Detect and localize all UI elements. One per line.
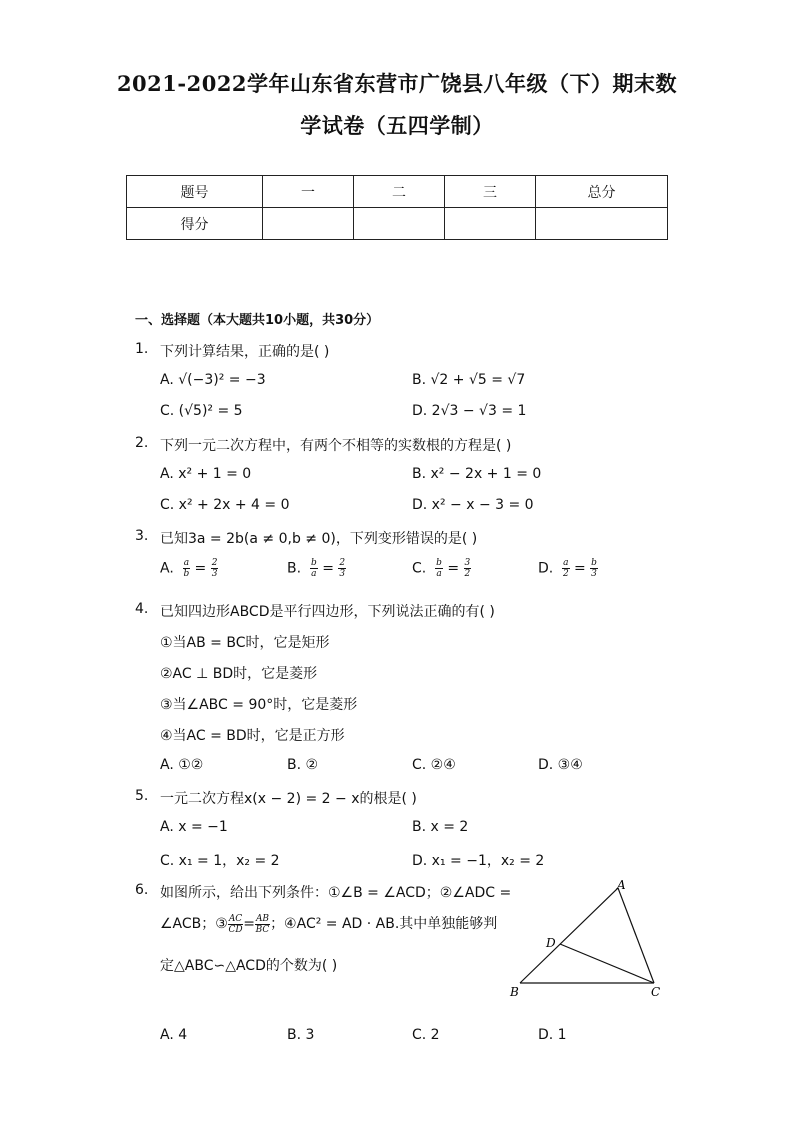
q5-option-c: C. x₁ = 1，x₂ = 2 xyxy=(160,853,280,869)
question-stem: 下列计算结果，正确的是( ) xyxy=(160,344,330,360)
q1-option-b: B. √2 + √5 = √7 xyxy=(412,372,526,388)
question-stem: 下列一元二次方程中，有两个不相等的实数根的方程是( ) xyxy=(160,438,512,454)
q4-option-d: D. ③④ xyxy=(538,757,583,773)
q1-option-a: A. √(−3)² = −3 xyxy=(160,372,266,388)
score-cell xyxy=(354,208,445,240)
vertex-label-a: A xyxy=(617,878,626,892)
option-label: D. xyxy=(538,560,554,577)
fraction: $\frac{b}{3}$ xyxy=(591,558,597,579)
q4-statement-2: ②AC ⊥ BD时，它是菱形 xyxy=(160,666,318,682)
score-header-cell: 二 xyxy=(354,176,445,208)
fraction: $\frac{b}{a}$ xyxy=(310,558,317,579)
question-stem: 已知3a = 2b(a ≠ 0,b ≠ 0)，下列变形错误的是( ) xyxy=(160,531,478,547)
q3-option-c: C. $\frac{b}{a}$ = $\frac{3}{2}$ xyxy=(412,558,471,579)
question-number: 6. xyxy=(135,882,149,898)
side-ab xyxy=(520,888,618,983)
q6-stem-line3: 定△ABC∽△ACD的个数为( ) xyxy=(160,958,338,974)
score-cell xyxy=(536,208,668,240)
option-label: B. xyxy=(287,560,302,577)
question-number: 4. xyxy=(135,601,149,617)
question-number: 3. xyxy=(135,528,149,544)
fraction: $\frac{AB}{BC}$ xyxy=(255,913,270,935)
q4-statement-1: ①当AB = BC时，它是矩形 xyxy=(160,635,330,651)
score-header-cell: 三 xyxy=(445,176,536,208)
question-number: 1. xyxy=(135,341,149,357)
q1-option-c: C. (√5)² = 5 xyxy=(160,403,243,419)
q2-option-d: D. x² − x − 3 = 0 xyxy=(412,497,534,513)
fraction: $\frac{a}{b}$ xyxy=(183,558,190,579)
question-number: 2. xyxy=(135,435,149,451)
score-table-row xyxy=(127,208,668,240)
q4-option-a: A. ①② xyxy=(160,757,204,773)
q6-option-c: C. 2 xyxy=(412,1027,440,1043)
score-header-cell: 题号 xyxy=(127,176,263,208)
score-table xyxy=(126,175,668,240)
q6-option-a: A. 4 xyxy=(160,1027,188,1043)
q5-option-a: A. x = −1 xyxy=(160,819,228,835)
fraction: $\frac{2}{3}$ xyxy=(211,558,218,579)
segment-cd xyxy=(560,944,654,983)
score-table-header-row xyxy=(127,176,668,208)
option-label: A. xyxy=(160,560,174,577)
q3-option-a: A. $\frac{a}{b}$ = $\frac{2}{3}$ xyxy=(160,558,218,579)
q2-option-c: C. x² + 2x + 4 = 0 xyxy=(160,497,290,513)
q4-statement-3: ③当∠ABC = 90°时，它是菱形 xyxy=(160,697,358,713)
q5-option-b: B. x = 2 xyxy=(412,819,469,835)
q2-option-b: B. x² − 2x + 1 = 0 xyxy=(412,466,542,482)
paper-title-line2: 学试卷（五四学制） xyxy=(300,113,494,138)
score-header-cell: 一 xyxy=(263,176,354,208)
side-ac xyxy=(618,888,654,983)
score-row-label: 得分 xyxy=(127,208,263,240)
triangle-figure xyxy=(508,877,668,1002)
option-label: C. xyxy=(412,560,427,577)
vertex-label-c: C xyxy=(651,985,661,999)
q3-option-d: D. $\frac{a}{2}$ = $\frac{b}{3}$ xyxy=(538,558,597,579)
q4-option-c: C. ②④ xyxy=(412,757,456,773)
fraction: $\frac{2}{3}$ xyxy=(339,558,346,579)
question-stem: 一元二次方程x(x − 2) = 2 − x的根是( ) xyxy=(160,791,417,807)
question-number: 5. xyxy=(135,788,149,804)
q6-option-d: D. 1 xyxy=(538,1027,567,1043)
question-stem: 已知四边形ABCD是平行四边形，下列说法正确的有( ) xyxy=(160,604,495,620)
q5-option-d: D. x₁ = −1，x₂ = 2 xyxy=(412,853,545,869)
fraction: $\frac{AC}{CD}$ xyxy=(228,913,243,935)
q1-option-d: D. 2√3 − √3 = 1 xyxy=(412,403,527,419)
q4-statement-4: ④当AC = BD时，它是正方形 xyxy=(160,728,345,744)
q6-stem-line2: ∠ACB；③ $\frac{AC}{CD}$ = $\frac{AB}{BC}$ ；④AC² = AD · AB.其中单独能够判 xyxy=(160,913,498,935)
question-stem: 如图所示，给出下列条件：①∠B = ∠ACD；②∠ADC = xyxy=(160,885,512,901)
vertex-label-b: B xyxy=(510,985,519,999)
fraction: $\frac{b}{a}$ xyxy=(436,558,442,579)
score-header-cell: 总分 xyxy=(536,176,668,208)
paper-title-line1: 2021-2022学年山东省东营市广饶县八年级（下）期末数 xyxy=(116,71,678,96)
score-cell xyxy=(263,208,354,240)
q4-option-b: B. ② xyxy=(287,757,319,773)
section-heading: 一、选择题（本大题共10小题，共30分） xyxy=(135,313,380,328)
q6-option-b: B. 3 xyxy=(287,1027,315,1043)
score-cell xyxy=(445,208,536,240)
vertex-label-d: D xyxy=(546,936,556,950)
fraction: $\frac{a}{2}$ xyxy=(562,558,569,579)
fraction: $\frac{3}{2}$ xyxy=(464,558,471,579)
q3-option-b: B. $\frac{b}{a}$ = $\frac{2}{3}$ xyxy=(287,558,346,579)
q2-option-a: A. x² + 1 = 0 xyxy=(160,466,252,482)
